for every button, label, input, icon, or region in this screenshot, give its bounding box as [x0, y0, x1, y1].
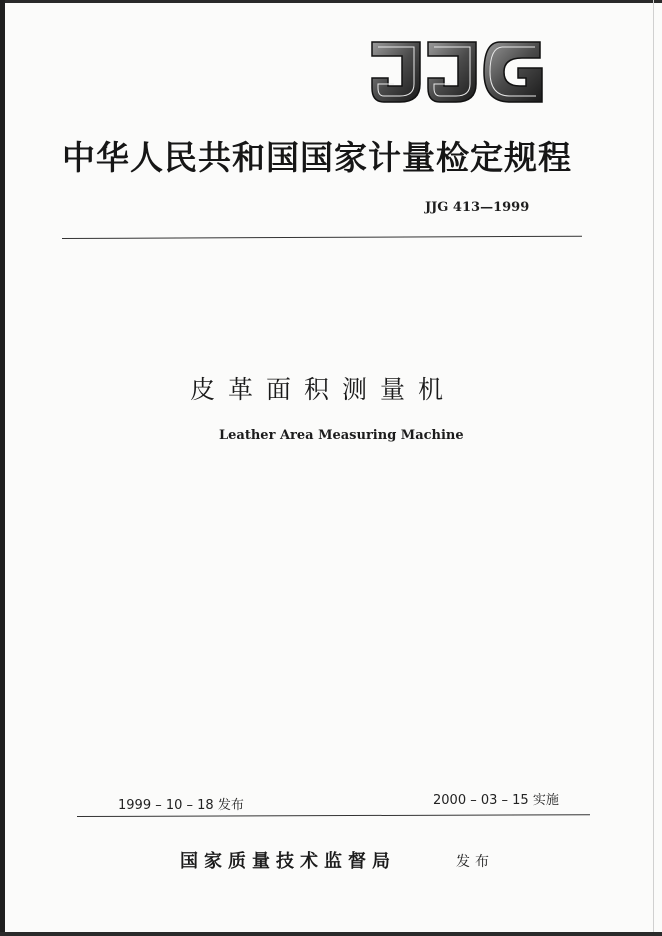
- document-title-chinese: 皮革面积测量机: [190, 375, 457, 404]
- regulation-series-title: 中华人民共和国国家计量检定规程: [62, 138, 572, 177]
- jjg-logo-icon: [370, 38, 545, 106]
- issue-date: 1999 – 10 – 18 发布: [118, 798, 244, 813]
- logo-letter-j1: [372, 42, 420, 102]
- scan-edge-bottom: [0, 932, 662, 936]
- scan-edge-top: [0, 0, 662, 3]
- scan-edge-left: [0, 0, 5, 936]
- logo-letter-g: [484, 42, 542, 102]
- scan-edge-right: [653, 0, 654, 936]
- divider-bottom: [77, 814, 590, 817]
- publisher-name: 国家质量技术监督局: [180, 851, 396, 872]
- standard-code: JJG 413—1999: [425, 200, 530, 215]
- publisher-suffix: 发布: [456, 854, 494, 870]
- document-title-english: Leather Area Measuring Machine: [219, 428, 464, 443]
- logo-letter-j2: [428, 42, 476, 102]
- implementation-date: 2000 – 03 – 15 实施: [433, 793, 559, 808]
- divider-top: [62, 236, 582, 239]
